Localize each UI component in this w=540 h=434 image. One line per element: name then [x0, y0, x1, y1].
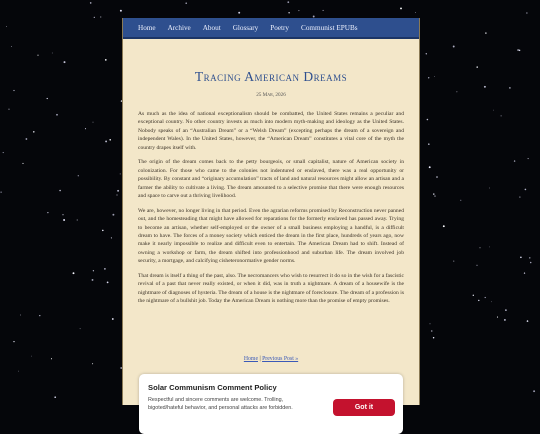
star: [33, 131, 34, 132]
article-paragraph: We are, however, no longer living in that period. Even the agrarian reforms promised by Reconstruction never panned out, and the homesteading that might have allowed for reparations for the formerly enslaved has passed away. Trying to become an artisan, whether self-employed or the owner of a small business employing a handful, is a difficult dream to have. The forces of a money society which enticed the dream in the first place, hundreds of years ago, now make it nearly impossible to realize and difficult even to entertain. The American Dream had to shift. Instead of owning a workshop or farm, the dream shifted into professionhood and suburban life. The dream involved job security, a mortgage, and calcifying cisheteronormative gender norms.: [138, 207, 404, 265]
star: [497, 317, 498, 318]
star: [473, 295, 474, 296]
star: [93, 122, 94, 123]
star: [484, 86, 486, 88]
star: [92, 363, 93, 364]
star: [11, 46, 12, 47]
star: [63, 219, 65, 221]
star: [117, 195, 118, 196]
star: [323, 10, 324, 11]
star: [111, 237, 112, 238]
star: [298, 10, 299, 11]
pager-home-link[interactable]: Home: [243, 356, 259, 362]
star: [456, 91, 457, 92]
star: [517, 49, 519, 51]
star: [434, 196, 435, 197]
star: [22, 163, 23, 164]
star: [476, 66, 477, 67]
star: [73, 272, 75, 274]
got-it-button[interactable]: Got it: [333, 399, 395, 416]
star: [64, 61, 66, 63]
star: [51, 358, 52, 359]
page-container: [122, 18, 420, 411]
star: [530, 262, 532, 264]
comment-policy-text: Respectful and sincere comments are welcome. Trolling, bigoted/hateful behavior, and personal attacks are forbidden.: [148, 397, 293, 411]
star: [460, 200, 461, 201]
star: [509, 87, 511, 89]
top-navigation: [123, 18, 419, 39]
star: [120, 10, 122, 12]
star: [476, 265, 477, 266]
star: [105, 140, 107, 142]
star: [80, 328, 81, 329]
star: [56, 114, 58, 116]
star: [120, 173, 121, 174]
star: [527, 320, 529, 322]
star: [37, 55, 38, 56]
star: [514, 160, 515, 161]
star: [90, 2, 92, 4]
star: [533, 390, 535, 392]
star: [47, 212, 48, 213]
star: [426, 53, 427, 54]
star: [18, 371, 19, 372]
star: [434, 76, 435, 77]
article-title: Tracing American Dreams: [194, 69, 348, 84]
star: [93, 270, 94, 271]
star: [0, 191, 1, 192]
star: [505, 309, 507, 311]
star: [13, 90, 14, 91]
star: [287, 1, 289, 3]
star: [526, 12, 527, 13]
star: [428, 77, 429, 78]
star: [529, 257, 530, 258]
star: [52, 53, 53, 54]
nav-communist-epubs[interactable]: Communist EPUBs: [301, 23, 358, 32]
star: [13, 341, 14, 342]
star: [92, 279, 94, 281]
star: [485, 297, 486, 298]
star: [400, 7, 402, 9]
star: [288, 12, 289, 13]
star: [519, 50, 520, 51]
star: [430, 323, 431, 324]
star: [485, 32, 486, 33]
article-paragraph: The origin of the dream comes back to the petty bourgeois, or small capitalist, nature of American society in colonization. For those who came to the colonies not indentured or enslaved, there was a real opportunity or possibility. By constant and “originary accumulation” tracts of land and natural resources might allow an artisan and a farmer the ability to cultivate a living. The dream amounted to a selective promise that there were enough resources and space to carve out a thriving livelihood.: [138, 159, 404, 200]
star: [104, 268, 106, 270]
article-paragraph: That dream is itself a thing of the past, also. The necromancers who wish to resurrect it do so in the wish for a fascistic revival of a past that never really existed, or when it did, was in truth a nightmare. A dream of a housewife is the nightmare of diagnoses of hysteria. The dream of a house is the nightmare of foreclosure. The dream of a profession is the nightmare of a bullshit job. Today the American Dream is nothing more than the promise of empty promises.: [138, 273, 404, 305]
star: [524, 272, 525, 273]
star: [436, 176, 438, 178]
star: [528, 158, 529, 159]
star: [415, 12, 416, 13]
star: [491, 301, 492, 302]
star: [453, 261, 454, 262]
star: [117, 190, 119, 192]
star: [109, 139, 111, 141]
star: [77, 219, 78, 220]
star: [453, 46, 455, 48]
star: [427, 119, 429, 121]
star: [428, 143, 430, 145]
star: [112, 214, 114, 216]
post-pager: [123, 356, 419, 362]
star: [39, 315, 40, 316]
article-date: 25 Mar, 2026: [256, 92, 286, 98]
star: [107, 282, 109, 284]
star: [501, 115, 502, 116]
star: [433, 337, 434, 338]
star: [433, 193, 434, 194]
star: [85, 128, 86, 129]
pager-previous-link[interactable]: Previous Post »: [262, 356, 299, 362]
star: [102, 230, 104, 232]
star: [54, 396, 56, 398]
star: [519, 197, 520, 198]
star: [26, 138, 28, 140]
star: [3, 152, 4, 153]
star: [493, 110, 494, 111]
star: [489, 247, 490, 248]
star: [105, 59, 107, 61]
comment-policy-card: [139, 374, 403, 434]
nav-home[interactable]: Home: [138, 23, 156, 32]
star: [47, 98, 48, 99]
star: [185, 2, 186, 3]
comment-policy-title: Solar Communism Comment Policy: [148, 383, 277, 392]
star: [443, 225, 445, 227]
star: [478, 300, 479, 301]
star: [489, 188, 490, 189]
article-body: [138, 110, 404, 312]
star: [238, 12, 240, 14]
nav-glossary[interactable]: Glossary: [232, 23, 259, 32]
star: [504, 319, 506, 321]
star: [8, 109, 9, 110]
star: [520, 257, 522, 259]
star: [94, 17, 95, 18]
star: [525, 189, 527, 191]
star: [20, 315, 21, 316]
star: [112, 318, 114, 320]
star: [59, 190, 61, 192]
article-paragraph: As much as the idea of national exceptionalism should be combatted, the United States remains a peculiar and exceptional country. No other country invests as much into modern myth-making and ideology as the United States. Nobody speaks of an “Australian Dream” or a “Welsh Dream” (excepting perhaps the dream of a sovereign and independent Wales). In the United States, however, the “American Dream” constitutes a vital core of the myth the country drapes itself with.: [138, 111, 404, 151]
star: [431, 330, 432, 331]
star: [429, 166, 431, 168]
star: [480, 247, 481, 248]
star: [31, 356, 32, 357]
pager-separator: |: [258, 356, 263, 362]
nav-poetry[interactable]: Poetry: [270, 23, 290, 32]
star: [62, 214, 63, 215]
star: [78, 175, 79, 176]
star: [6, 26, 7, 27]
nav-archive[interactable]: Archive: [167, 23, 191, 32]
star: [100, 17, 101, 18]
nav-about[interactable]: About: [202, 23, 221, 32]
